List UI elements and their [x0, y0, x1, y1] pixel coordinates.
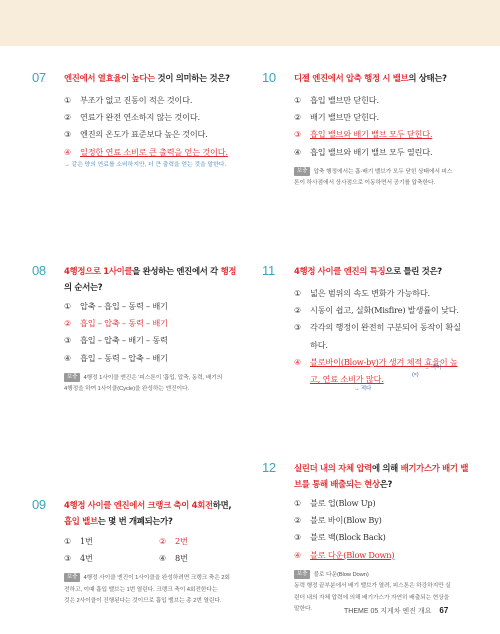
question-09: [32, 497, 254, 608]
answer-option: ② 2번: [159, 536, 188, 546]
page-footer: [344, 606, 448, 616]
option: ③ 블로 백(Block Back): [294, 532, 386, 543]
options: [64, 298, 254, 367]
options: [294, 92, 494, 161]
options: [64, 533, 254, 567]
option: ① 부조가 없고 진동이 적은 것이다.: [64, 95, 193, 105]
supplement-badge: 보충: [294, 570, 310, 579]
question-07: [32, 70, 254, 170]
answer-option-cont: 고, 연료 소비가 많다. (×) → 적어 → 적다: [310, 365, 442, 393]
question-title-cont: 의 순서는?: [64, 282, 103, 292]
question-title: 실린더 내의 자체 압력에 의해 배기가스가 배기 밸: [294, 463, 469, 473]
question-08: [32, 263, 254, 396]
question-title-cont: 브를 통해 배출되는 현상은?: [294, 479, 393, 489]
options: [294, 495, 494, 564]
question-10: [262, 70, 494, 190]
top-band: [0, 0, 500, 46]
option: ① 압축 – 흡입 – 동력 – 배기: [64, 301, 168, 311]
question-number: 08: [32, 263, 46, 278]
option: ④ 8번: [159, 553, 188, 564]
option: ① 블로 업(Blow Up): [294, 498, 376, 508]
solution-box: 보충 블로 다운(Blow Down) 동력 행정 끝부분에서 배기 밸브가 열려, 피스톤은 하강하지만 실 린더 내의 자체 압력에 의해 배기가스가 자연히 배출되는 현상을 말한다.: [294, 570, 451, 613]
answer-option: ④ 블로바이(Blow-by)가 생겨 체적 효율이 높: [294, 356, 458, 367]
question-title: 4행정 사이클 엔진의 특징으로 틀린 것은?: [294, 266, 442, 276]
answer-option: ③ 흡입 밸브와 배기 밸브 모두 닫힌다.: [294, 129, 433, 140]
solution-box: 보충 압축 행정에서는 흡·배기 밸브가 모두 닫힌 상태에서 피스 톤이 하사점에서 상사점으로 이동하면서 공기를 압축한다.: [294, 167, 453, 187]
solution-box: 보충 4행정 1사이클 엔진은 '피스톤이 '흡입, 압축, 동력, 배기의 4행정을 하여 1사이클(Cycle)을 완성하는 엔진이다.: [64, 373, 223, 393]
answer-option: ② 흡입 – 압축 – 동력 – 배기: [64, 318, 168, 329]
option: ① 흡입 밸브만 닫힌다.: [294, 95, 379, 105]
question-12: [262, 460, 494, 615]
question-title-cont: 흡입 밸브는 몇 번 개폐되는가?: [64, 516, 173, 526]
option: ③ 엔진의 온도가 표준보다 높은 것이다.: [64, 129, 208, 140]
option-cont: 하다.: [310, 339, 328, 350]
question-number: 11: [262, 263, 275, 278]
option: ② 연료가 완전 연소하지 않는 것이다.: [64, 112, 200, 123]
question-title: 디젤 엔진에서 압축 행정 시 밸브의 상태는?: [294, 73, 447, 83]
handwritten-mark: (×): [412, 372, 419, 379]
question-number: 10: [262, 70, 276, 85]
footer-theme: THEME 05: [344, 608, 379, 615]
option: ① 넓은 범위의 속도 변화가 가능하다.: [294, 288, 430, 298]
answer-note: → 같은 양의 연료를 소비하지만, 더 큰 출력을 얻는 것을 말한다.: [64, 161, 227, 168]
question-title: 4행정으로 1사이클을 완성하는 엔진에서 각 행정: [64, 266, 237, 276]
option: ③ 흡입 – 압축 – 배기 – 동력: [64, 335, 168, 346]
handwritten-correction: → 적어: [424, 365, 442, 372]
question-number: 09: [32, 497, 46, 512]
footer-title: 지게차 엔진 개요: [380, 608, 432, 615]
supplement-badge: 보충: [64, 373, 80, 382]
answer-option: ④ 일정한 연료 소비로 큰 출력을 얻는 것이다.: [64, 146, 228, 157]
page-number: 67: [439, 606, 449, 615]
question-title: 4행정 사이클 엔진에서 크랭크 축이 4회전하면,: [64, 500, 232, 510]
question-number: 12: [262, 460, 276, 475]
option: ③ 4번: [64, 553, 93, 564]
answer-option: ④ 블로 다운(Blow Down): [294, 549, 395, 560]
option: ③ 각각의 행정이 완전히 구분되어 동작이 확실: [294, 322, 461, 333]
question-11: [262, 263, 494, 393]
supplement-badge: 보충: [294, 167, 310, 176]
options: [64, 92, 254, 161]
question-number: 07: [32, 70, 46, 85]
option: ② 시동이 쉽고, 실화(Misfire) 발생률이 낮다.: [294, 305, 459, 316]
options: [294, 285, 494, 393]
option: ② 블로 바이(Blow By): [294, 515, 382, 526]
supplement-badge: 보충: [64, 573, 80, 582]
question-title: 엔진에서 열효율이 높다는 것이 의미하는 것은?: [64, 73, 230, 83]
handwritten-correction: → 적다: [354, 386, 372, 393]
option: ④ 흡입 – 동력 – 압축 – 배기: [64, 352, 168, 363]
option: ① 1번: [64, 536, 93, 546]
solution-box: 보충 4행정 사이클 엔진이 1사이클을 완성하려면 크랭크 축은 2회 전하고, 이때 흡입 밸브는 1번 열린다. 크랭크 축이 4회전한다는 것은 2사이클이 진행된다는 것이므로 흡입 밸브는 총 2번 열린다.: [64, 574, 230, 605]
option: ④ 흡입 밸브와 배기 밸브 모두 열린다.: [294, 146, 433, 157]
option: ② 배기 밸브만 닫힌다.: [294, 112, 379, 123]
